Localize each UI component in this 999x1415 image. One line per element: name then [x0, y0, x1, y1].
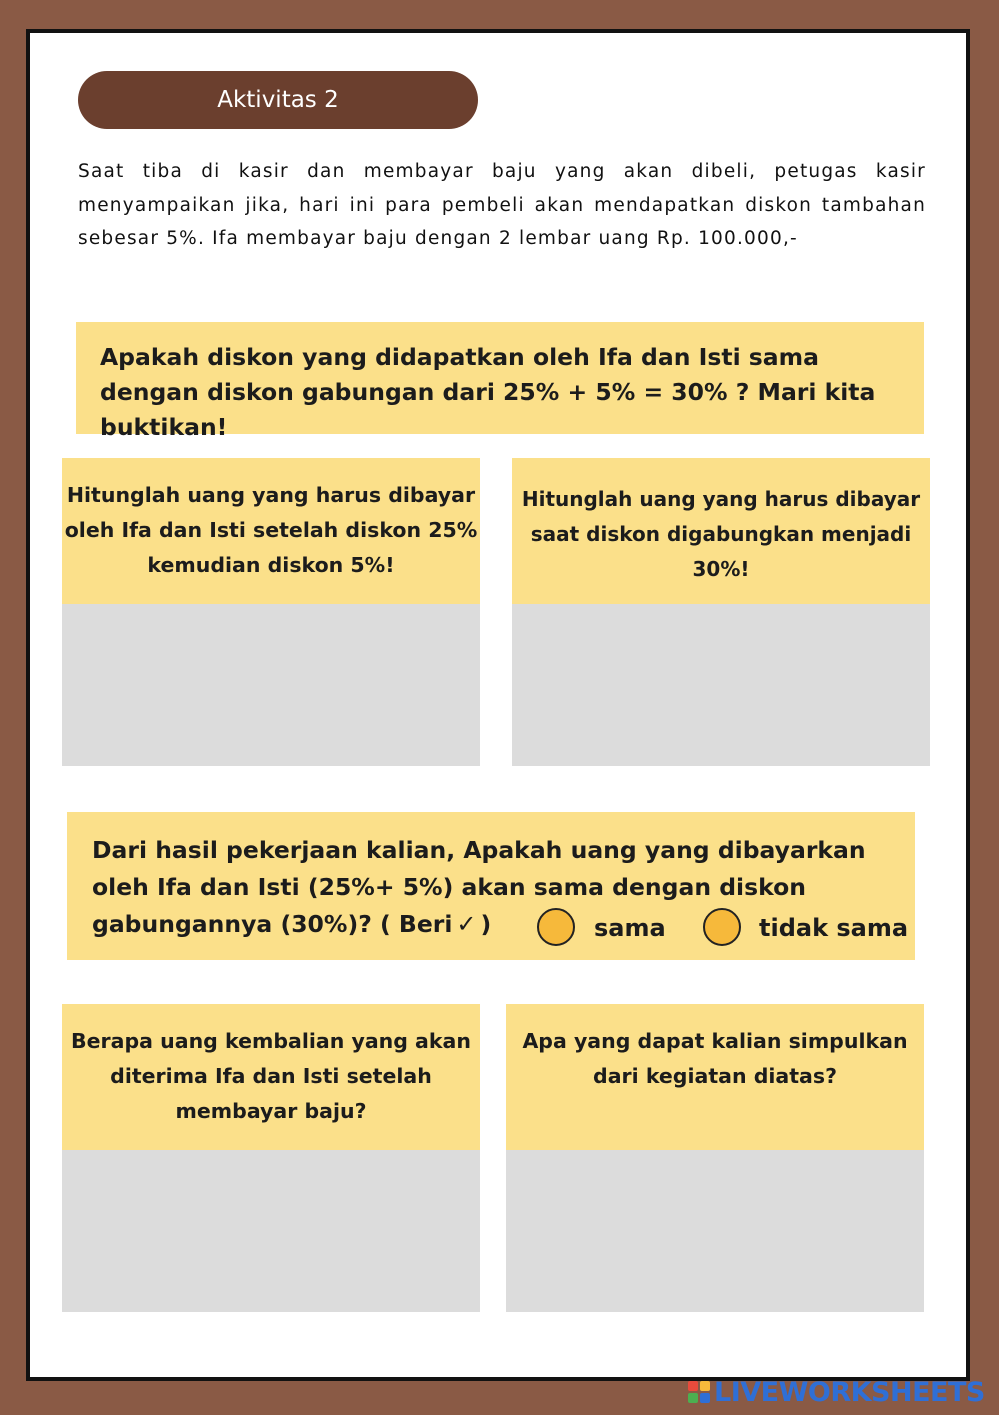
- liveworksheets-logo: [688, 1372, 985, 1412]
- task-prompt-1: [62, 458, 480, 604]
- liveworksheets-logo-icon: [688, 1381, 710, 1403]
- task-prompt-2: [512, 458, 930, 604]
- task-prompt-4: [506, 1004, 924, 1150]
- option-tidak-sama-circle[interactable]: [703, 908, 741, 946]
- option-sama-label: sama: [594, 914, 666, 942]
- task-card-3: [62, 1004, 480, 1312]
- task-prompt-text-4: Apa yang dapat kalian simpulkan dari kegiatan diatas?: [522, 1029, 908, 1088]
- answer-box-2[interactable]: [512, 604, 930, 766]
- option-tidak-sama-label: tidak sama: [759, 914, 909, 942]
- answer-box-1[interactable]: [62, 604, 480, 766]
- task-card-2: [512, 458, 930, 766]
- confirm-close-paren: ): [480, 910, 492, 938]
- main-question-text: Apakah diskon yang didapatkan oleh Ifa dan Isti sama dengan diskon gabungan dari 25% + 5% = 30% ? Mari kita buktikan!: [100, 343, 876, 441]
- task-prompt-text-3: Berapa uang kembalian yang akan diterima Ifa dan Isti setelah membayar baju?: [71, 1029, 471, 1123]
- confirm-question-text: Dari hasil pekerjaan kalian, Apakah uang yang dibayarkan oleh Ifa dan Isti (25%+ 5%) akan sama dengan diskon gabungannya (30%)? ( Beri: [92, 836, 866, 938]
- confirm-question-box: [67, 812, 915, 960]
- task-card-4: [506, 1004, 924, 1312]
- activity-title: Aktivitas 2: [217, 87, 339, 113]
- task-prompt-3: [62, 1004, 480, 1150]
- task-prompt-text-1: Hitunglah uang yang harus dibayar oleh Ifa dan Isti setelah diskon 25% kemudian diskon 5%!: [64, 483, 478, 577]
- activity-title-pill: [78, 71, 478, 129]
- intro-paragraph: Saat tiba di kasir dan membayar baju yang akan dibeli, petugas kasir menyampaikan jika, hari ini para pembeli akan mendapatkan diskon tambahan sebesar 5%. Ifa membayar baju dengan 2 lembar uang Rp. 100.000,-: [78, 161, 926, 249]
- check-icon: ✓: [456, 910, 477, 938]
- liveworksheets-logo-text: LIVEWORKSHEETS: [714, 1376, 985, 1408]
- answer-box-4[interactable]: [506, 1150, 924, 1312]
- main-question-box: [76, 322, 924, 441]
- option-sama-circle[interactable]: [537, 908, 575, 946]
- task-card-1: [62, 458, 480, 766]
- task-prompt-text-2: Hitunglah uang yang harus dibayar saat diskon digabungkan menjadi 30%!: [521, 487, 921, 581]
- worksheet-page: [26, 29, 970, 1381]
- answer-box-3[interactable]: [62, 1150, 480, 1312]
